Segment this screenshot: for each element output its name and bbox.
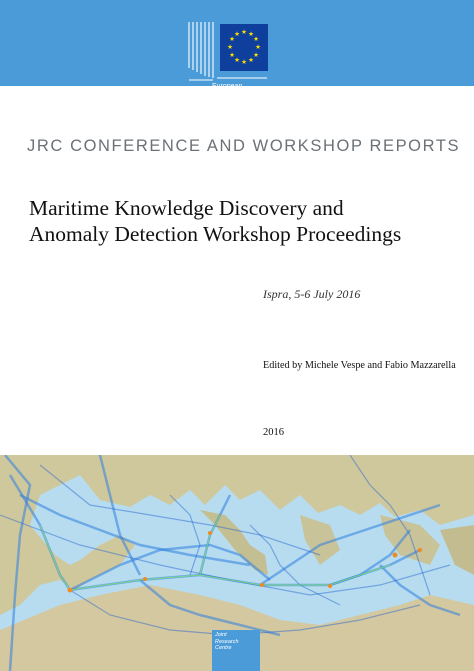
svg-text:★: ★ xyxy=(234,56,240,64)
editors-line: Edited by Michele Vespe and Fabio Mazzarella xyxy=(263,360,456,371)
svg-text:★: ★ xyxy=(253,51,259,59)
svg-text:★: ★ xyxy=(241,28,247,36)
svg-text:★: ★ xyxy=(234,30,240,38)
report-series-title: JRC CONFERENCE AND WORKSHOP REPORTS xyxy=(27,137,461,155)
organization-name-line2: Commission xyxy=(212,91,251,98)
jrc-logo-line1: Joint xyxy=(215,632,227,638)
jrc-logo-badge xyxy=(212,630,260,671)
svg-text:★: ★ xyxy=(229,51,235,59)
svg-text:★: ★ xyxy=(248,30,254,38)
publication-year: 2016 xyxy=(263,427,284,438)
svg-text:★: ★ xyxy=(241,58,247,66)
organization-name-line1: European xyxy=(212,83,243,90)
jrc-logo-line2: Research xyxy=(215,638,239,645)
document-title-line1: Maritime Knowledge Discovery and xyxy=(29,196,344,220)
svg-text:★: ★ xyxy=(253,35,259,43)
document-title xyxy=(29,195,459,247)
jrc-logo-text xyxy=(215,632,239,652)
jrc-logo-line3: Centre xyxy=(215,645,232,651)
document-title-line2: Anomaly Detection Workshop Proceedings xyxy=(29,222,402,246)
place-and-date: Ispra, 5-6 July 2016 xyxy=(263,287,361,301)
svg-text:★: ★ xyxy=(255,43,261,51)
organization-name xyxy=(212,83,251,99)
svg-text:★: ★ xyxy=(227,43,233,51)
svg-text:★: ★ xyxy=(229,35,235,43)
svg-text:★: ★ xyxy=(248,56,254,64)
